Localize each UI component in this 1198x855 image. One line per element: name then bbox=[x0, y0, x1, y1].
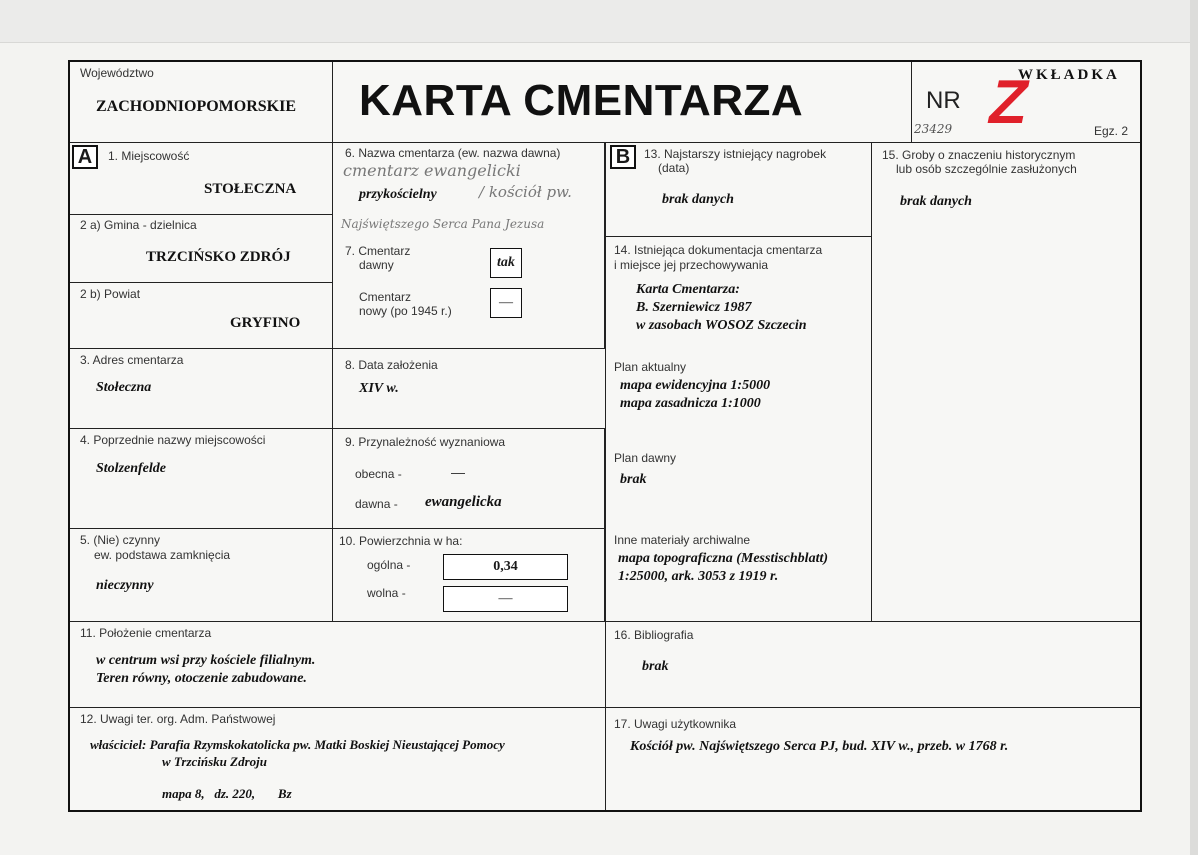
field-1-cell bbox=[70, 142, 333, 214]
field-13-label-1: 13. Najstarszy istniejący nagrobek bbox=[644, 147, 827, 161]
field-14-plan-aktualny-2: mapa zasadnicza 1:1000 bbox=[620, 396, 761, 411]
field-12-line-2: w Trzcińsku Zdroju bbox=[162, 754, 267, 769]
field-12-line-1: właściciel: Parafia Rzymskokatolicka pw. Matki Boskiej Nieustającej Pomocy bbox=[90, 737, 505, 752]
field-14-cell bbox=[606, 236, 872, 621]
field-2a-cell bbox=[70, 214, 333, 282]
field-13-cell bbox=[606, 142, 872, 236]
scan-top-band bbox=[0, 0, 1198, 43]
field-7-label-2: dawny bbox=[359, 258, 394, 272]
field-5-label-2: ew. podstawa zamknięcia bbox=[94, 548, 231, 562]
field-4-value: Stolzenfelde bbox=[96, 461, 166, 476]
field-9-cell bbox=[333, 428, 606, 528]
field-14-plan-dawny-value: brak bbox=[620, 472, 647, 487]
field-11-line-2: Teren równy, otoczenie zabudowane. bbox=[96, 671, 307, 686]
field-1-value: STOŁECZNA bbox=[204, 181, 297, 197]
title-cell bbox=[333, 62, 912, 142]
field-2b-value: GRYFINO bbox=[230, 315, 301, 331]
field-2a-label: 2 a) Gmina - dzielnica bbox=[80, 218, 197, 232]
field-8-cell bbox=[333, 348, 606, 428]
field-14-plan-dawny-label: Plan dawny bbox=[614, 451, 677, 465]
field-16-value: brak bbox=[642, 659, 669, 674]
field-2b-label: 2 b) Powiat bbox=[80, 287, 141, 301]
field-14-value-2: B. Szerniewicz 1987 bbox=[636, 300, 752, 315]
field-10-ogolna-label: ogólna - bbox=[367, 558, 411, 572]
field-3-label: 3. Adres cmentarza bbox=[80, 353, 184, 367]
field-6-handwriting-3: Najświętszego Serca Pana Jezusa bbox=[341, 217, 545, 231]
field-1-label: 1. Miejscowość bbox=[108, 149, 190, 163]
section-a-marker: A bbox=[72, 145, 98, 169]
field-9-dawna-label: dawna - bbox=[355, 497, 398, 511]
wkladka-cell bbox=[912, 62, 1140, 142]
wojewodztwo-label: Województwo bbox=[80, 66, 154, 80]
field-12-line-3: mapa 8, dz. 220, Bz bbox=[162, 786, 292, 801]
field-15-label-1: 15. Groby o znaczeniu historycznym bbox=[882, 148, 1076, 162]
field-2b-cell bbox=[70, 282, 333, 348]
field-5-value: nieczynny bbox=[96, 578, 154, 593]
nr-handwritten: 23429 bbox=[914, 122, 953, 136]
field-11-label: 11. Położenie cmentarza bbox=[80, 626, 212, 640]
field-6-handwriting-2: / kościół pw. bbox=[479, 183, 572, 201]
field-9-label: 9. Przynależność wyznaniowa bbox=[345, 435, 506, 449]
field-14-plan-aktualny-label: Plan aktualny bbox=[614, 360, 687, 374]
field-10-wolna-box: — bbox=[443, 586, 568, 612]
field-14-label-1: 14. Istniejąca dokumentacja cmentarza bbox=[614, 243, 823, 257]
field-15-cell bbox=[872, 142, 1140, 621]
field-3-value: Stołeczna bbox=[96, 380, 152, 395]
field-17-cell bbox=[606, 707, 1140, 810]
field-10-wolna-label: wolna - bbox=[367, 586, 406, 600]
nr-label: NR bbox=[926, 87, 961, 114]
field-10-cell bbox=[333, 528, 606, 621]
wojewodztwo-cell bbox=[70, 62, 333, 142]
wkladka-label: WKŁADKA bbox=[1018, 67, 1120, 83]
field-11-cell bbox=[70, 621, 606, 707]
field-5-label-1: 5. (Nie) czynny bbox=[80, 533, 161, 547]
field-3-cell bbox=[70, 348, 333, 428]
field-13-value: brak danych bbox=[662, 192, 734, 207]
field-7-label-1: 7. Cmentarz bbox=[345, 244, 411, 258]
field-4-label: 4. Poprzednie nazwy miejscowości bbox=[80, 433, 266, 447]
field-14-label-2: i miejsce jej przechowywania bbox=[614, 258, 769, 272]
field-6-label: 6. Nazwa cmentarza (ew. nazwa dawna) bbox=[345, 146, 561, 160]
field-6-typed: przykościelny bbox=[359, 187, 437, 202]
field-7-label-4: nowy (po 1945 r.) bbox=[359, 304, 452, 318]
nr-red-mark: Z bbox=[982, 68, 1036, 137]
field-14-value-3: w zasobach WOSOZ Szczecin bbox=[636, 318, 807, 333]
field-6-handwriting-1: cmentarz ewangelicki bbox=[343, 161, 521, 180]
field-12-cell bbox=[70, 707, 606, 810]
field-16-cell bbox=[606, 621, 1140, 707]
field-8-label: 8. Data założenia bbox=[345, 358, 438, 372]
field-11-line-1: w centrum wsi przy kościele filialnym. bbox=[96, 653, 316, 668]
field-2a-value: TRZCIŃSKO ZDRÓJ bbox=[146, 249, 291, 265]
field-13-label-2: (data) bbox=[658, 161, 690, 175]
field-9-dawna-value: ewangelicka bbox=[425, 494, 502, 510]
field-7-nowy-box: — bbox=[490, 288, 522, 318]
page-title: KARTA CMENTARZA bbox=[359, 76, 804, 125]
field-15-value: brak danych bbox=[900, 194, 972, 209]
field-5-cell bbox=[70, 528, 333, 621]
field-17-value: Kościół pw. Najświętszego Serca PJ, bud. XIV w., przeb. w 1768 r. bbox=[630, 739, 1009, 754]
field-14-inne-label: Inne materiały archiwalne bbox=[614, 533, 751, 547]
field-9-obecna-label: obecna - bbox=[355, 467, 402, 481]
field-10-label: 10. Powierzchnia w ha: bbox=[339, 534, 463, 548]
field-16-label: 16. Bibliografia bbox=[614, 628, 694, 642]
field-7-dawny-box: tak bbox=[490, 248, 522, 278]
field-7-label-3: Cmentarz bbox=[359, 290, 412, 304]
field-12-label: 12. Uwagi ter. org. Adm. Państwowej bbox=[80, 712, 276, 726]
field-14-plan-aktualny-1: mapa ewidencyjna 1:5000 bbox=[620, 378, 771, 393]
field-14-inne-1: mapa topograficzna (Messtischblatt) bbox=[618, 551, 829, 566]
field-7-cell bbox=[333, 236, 606, 348]
section-b-marker: B bbox=[610, 145, 636, 169]
field-6-cell bbox=[333, 142, 606, 236]
scan-right-edge bbox=[1190, 0, 1198, 855]
field-15-label-2: lub osób szczególnie zasłużonych bbox=[896, 162, 1077, 176]
field-10-ogolna-box: 0,34 bbox=[443, 554, 568, 580]
field-4-cell bbox=[70, 428, 333, 528]
wojewodztwo-value: ZACHODNIOPOMORSKIE bbox=[96, 98, 297, 115]
egz-label: Egz. 2 bbox=[1094, 124, 1129, 138]
field-14-value-1: Karta Cmentarza: bbox=[636, 282, 740, 297]
cemetery-card bbox=[68, 60, 1142, 812]
field-17-label: 17. Uwagi użytkownika bbox=[614, 717, 737, 731]
field-14-inne-2: 1:25000, ark. 3053 z 1919 r. bbox=[618, 569, 779, 584]
field-8-value: XIV w. bbox=[359, 381, 399, 396]
field-9-obecna-value: — bbox=[451, 464, 465, 480]
